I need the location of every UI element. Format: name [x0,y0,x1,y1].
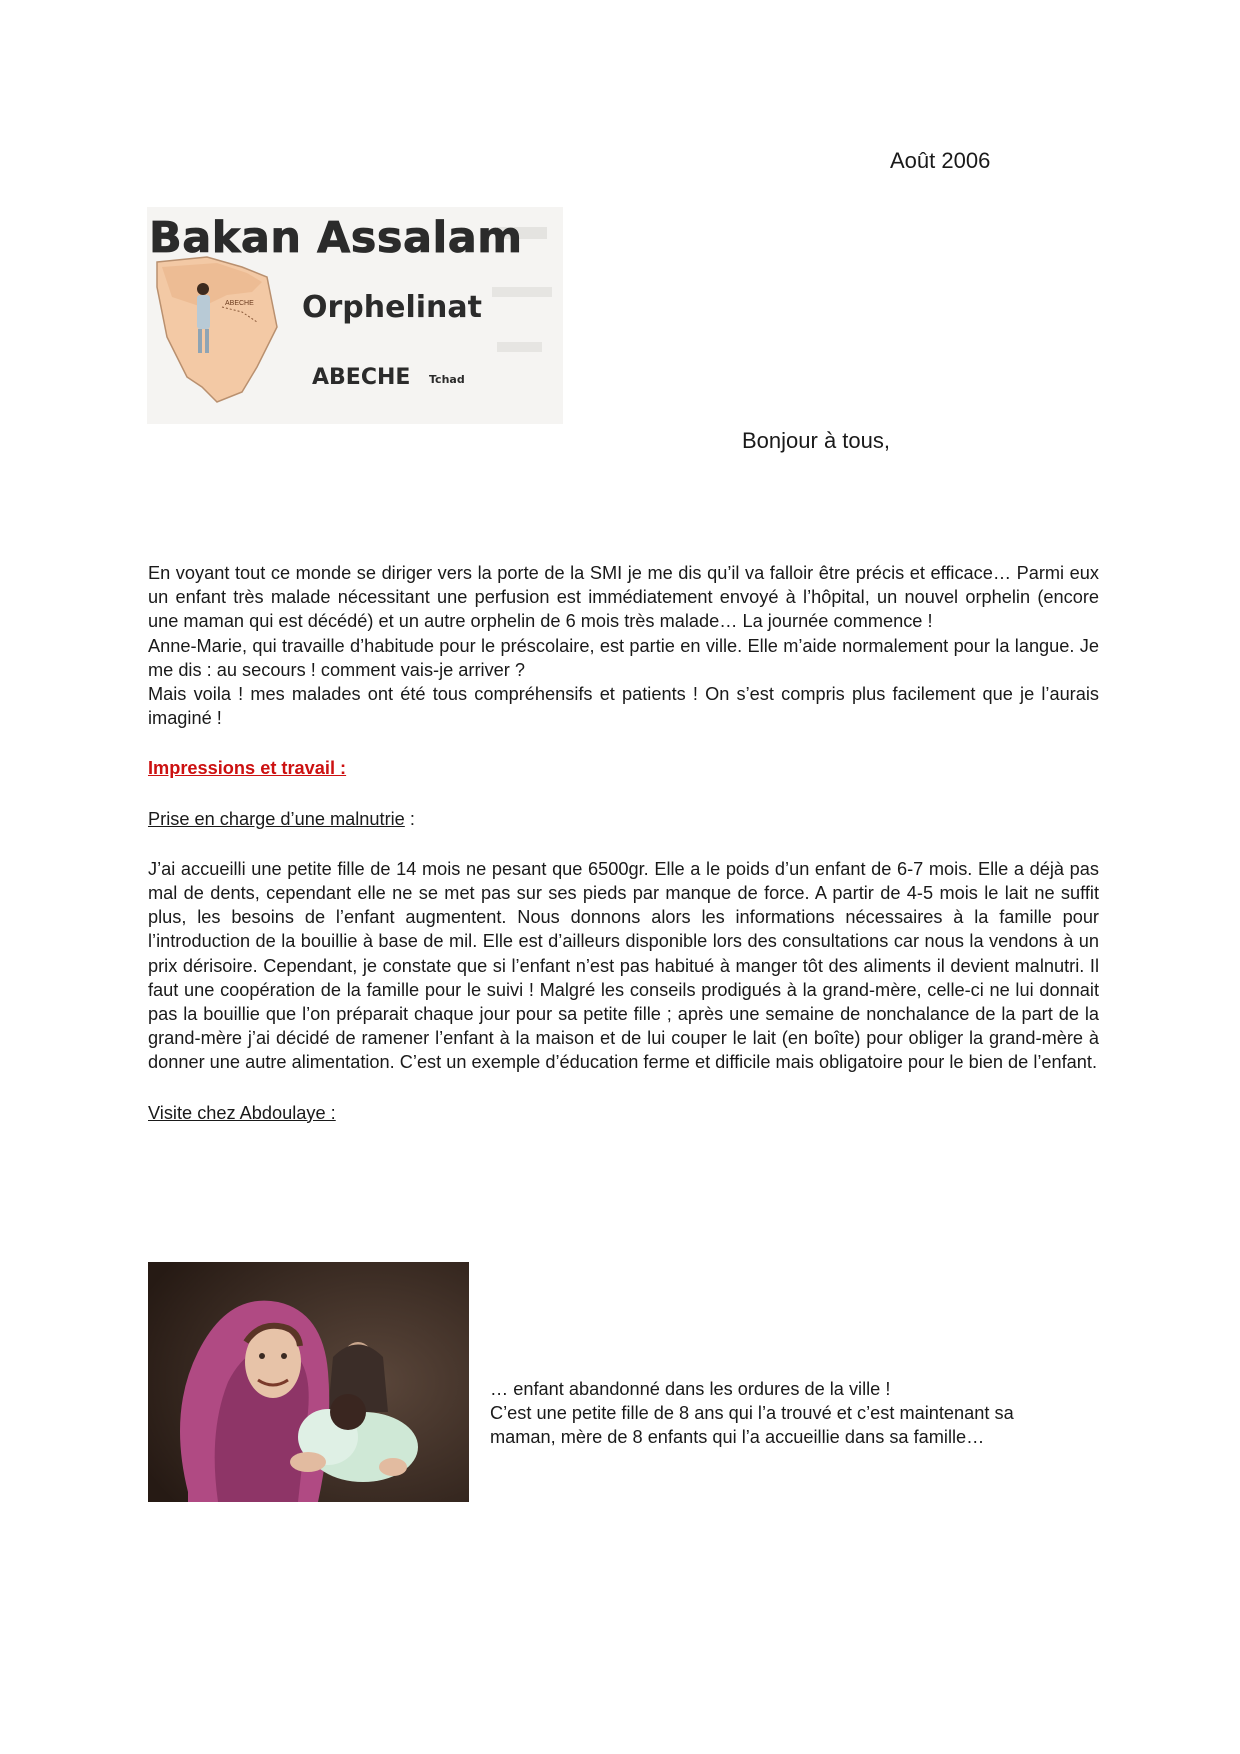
visit-title-text: Visite chez Abdoulaye : [148,1102,336,1123]
logo-subtitle: Orphelinat [302,290,482,325]
caption-line-2: C’est une petite fille de 8 ans qui l’a trouvé et c’est maintenant sa [490,1403,1014,1424]
greeting: Bonjour à tous, [742,428,890,453]
caption-line-1: … enfant abandonné dans les ordures de la ville ! [490,1379,891,1399]
intro-paragraph-3: Mais voila ! mes malades ont été tous compréhensifs et patients ! On s’est compris plus facilement que je l’aurais imaginé ! [148,684,1099,729]
intro-paragraph-1: En voyant tout ce monde se diriger vers la porte de la SMI je me dis qu’il va falloir être précis et efficace… Parmi eux un enfant très malade nécessitant une perfusion est immédiatement envoyé à l’hôpital, un nouvel orphelin (encore une maman qui est décédé) et un autre orphelin de 6 mois très malade… La journée commence ! [148,563,1099,632]
photo-woman-with-baby [148,1262,469,1502]
subsection-title-malnutrition [148,807,1099,831]
intro-paragraph-2: Anne-Marie, qui travaille d’habitude pour le préscolaire, est partie en ville. Elle m’aide normalement pour la langue. Je me dis : au secours ! comment vais-je arriver ? [148,635,1099,680]
logo-country: Tchad [429,373,465,386]
photo-caption [490,1377,1090,1450]
malnutrition-paragraph: J’ai accueilli une petite fille de 14 mois ne pesant que 6500gr. Elle a le poids d’un enfant de 6-7 mois. Elle a déjà pas mal de dents, cependant elle ne se met pas sur ses pieds par manque de force. A partir de 4-5 mois le lait ne suffit plus, les besoins de l’enfant augmentent. Nous donnons alors les informations nécessaires à la famille pour l’introduction de la bouillie à base de mil. Elle est d’ailleurs disponible lors des consultations car nous la vendons à un prix dérisoire. Cependant, je constate que si l’enfant n’est pas habitué à manger tôt des aliments il devient malnutri. Il faut une coopération de la famille pour le suivi ! Malgré les conseils prodigués à la grand-mère, celle-ci ne lui donnait pas la bouillie que l’on préparait chaque jour pour sa petite fille ; après une semaine de nonchalance de la part de la grand-mère j’ai décidé de ramener l’enfant à la maison et de lui couper le lait (en boîte) pour obliger la grand-mère à donner une autre alimentation. C’est un exemple d’éducation ferme et difficile mais obligatoire pour le bien de l’enfant. [148,858,1099,1073]
subsection-title-suffix: : [404,808,415,829]
letter-body [148,561,1099,1125]
subsection-title-visit [148,1101,1099,1125]
orphanage-logo [147,207,563,424]
caption-line-3: maman, mère de 8 enfants qui l’a accueillie dans sa famille… [490,1427,985,1448]
logo-title: Bakan Assalam [149,213,523,263]
logo-city: ABECHE [312,365,411,390]
subsection-title-text: Prise en charge d’une malnutrie [148,808,405,829]
svg-text:ABECHE: ABECHE [225,300,254,307]
letter-date: Août 2006 [890,148,991,173]
section-title: Impressions et travail : [148,758,347,779]
